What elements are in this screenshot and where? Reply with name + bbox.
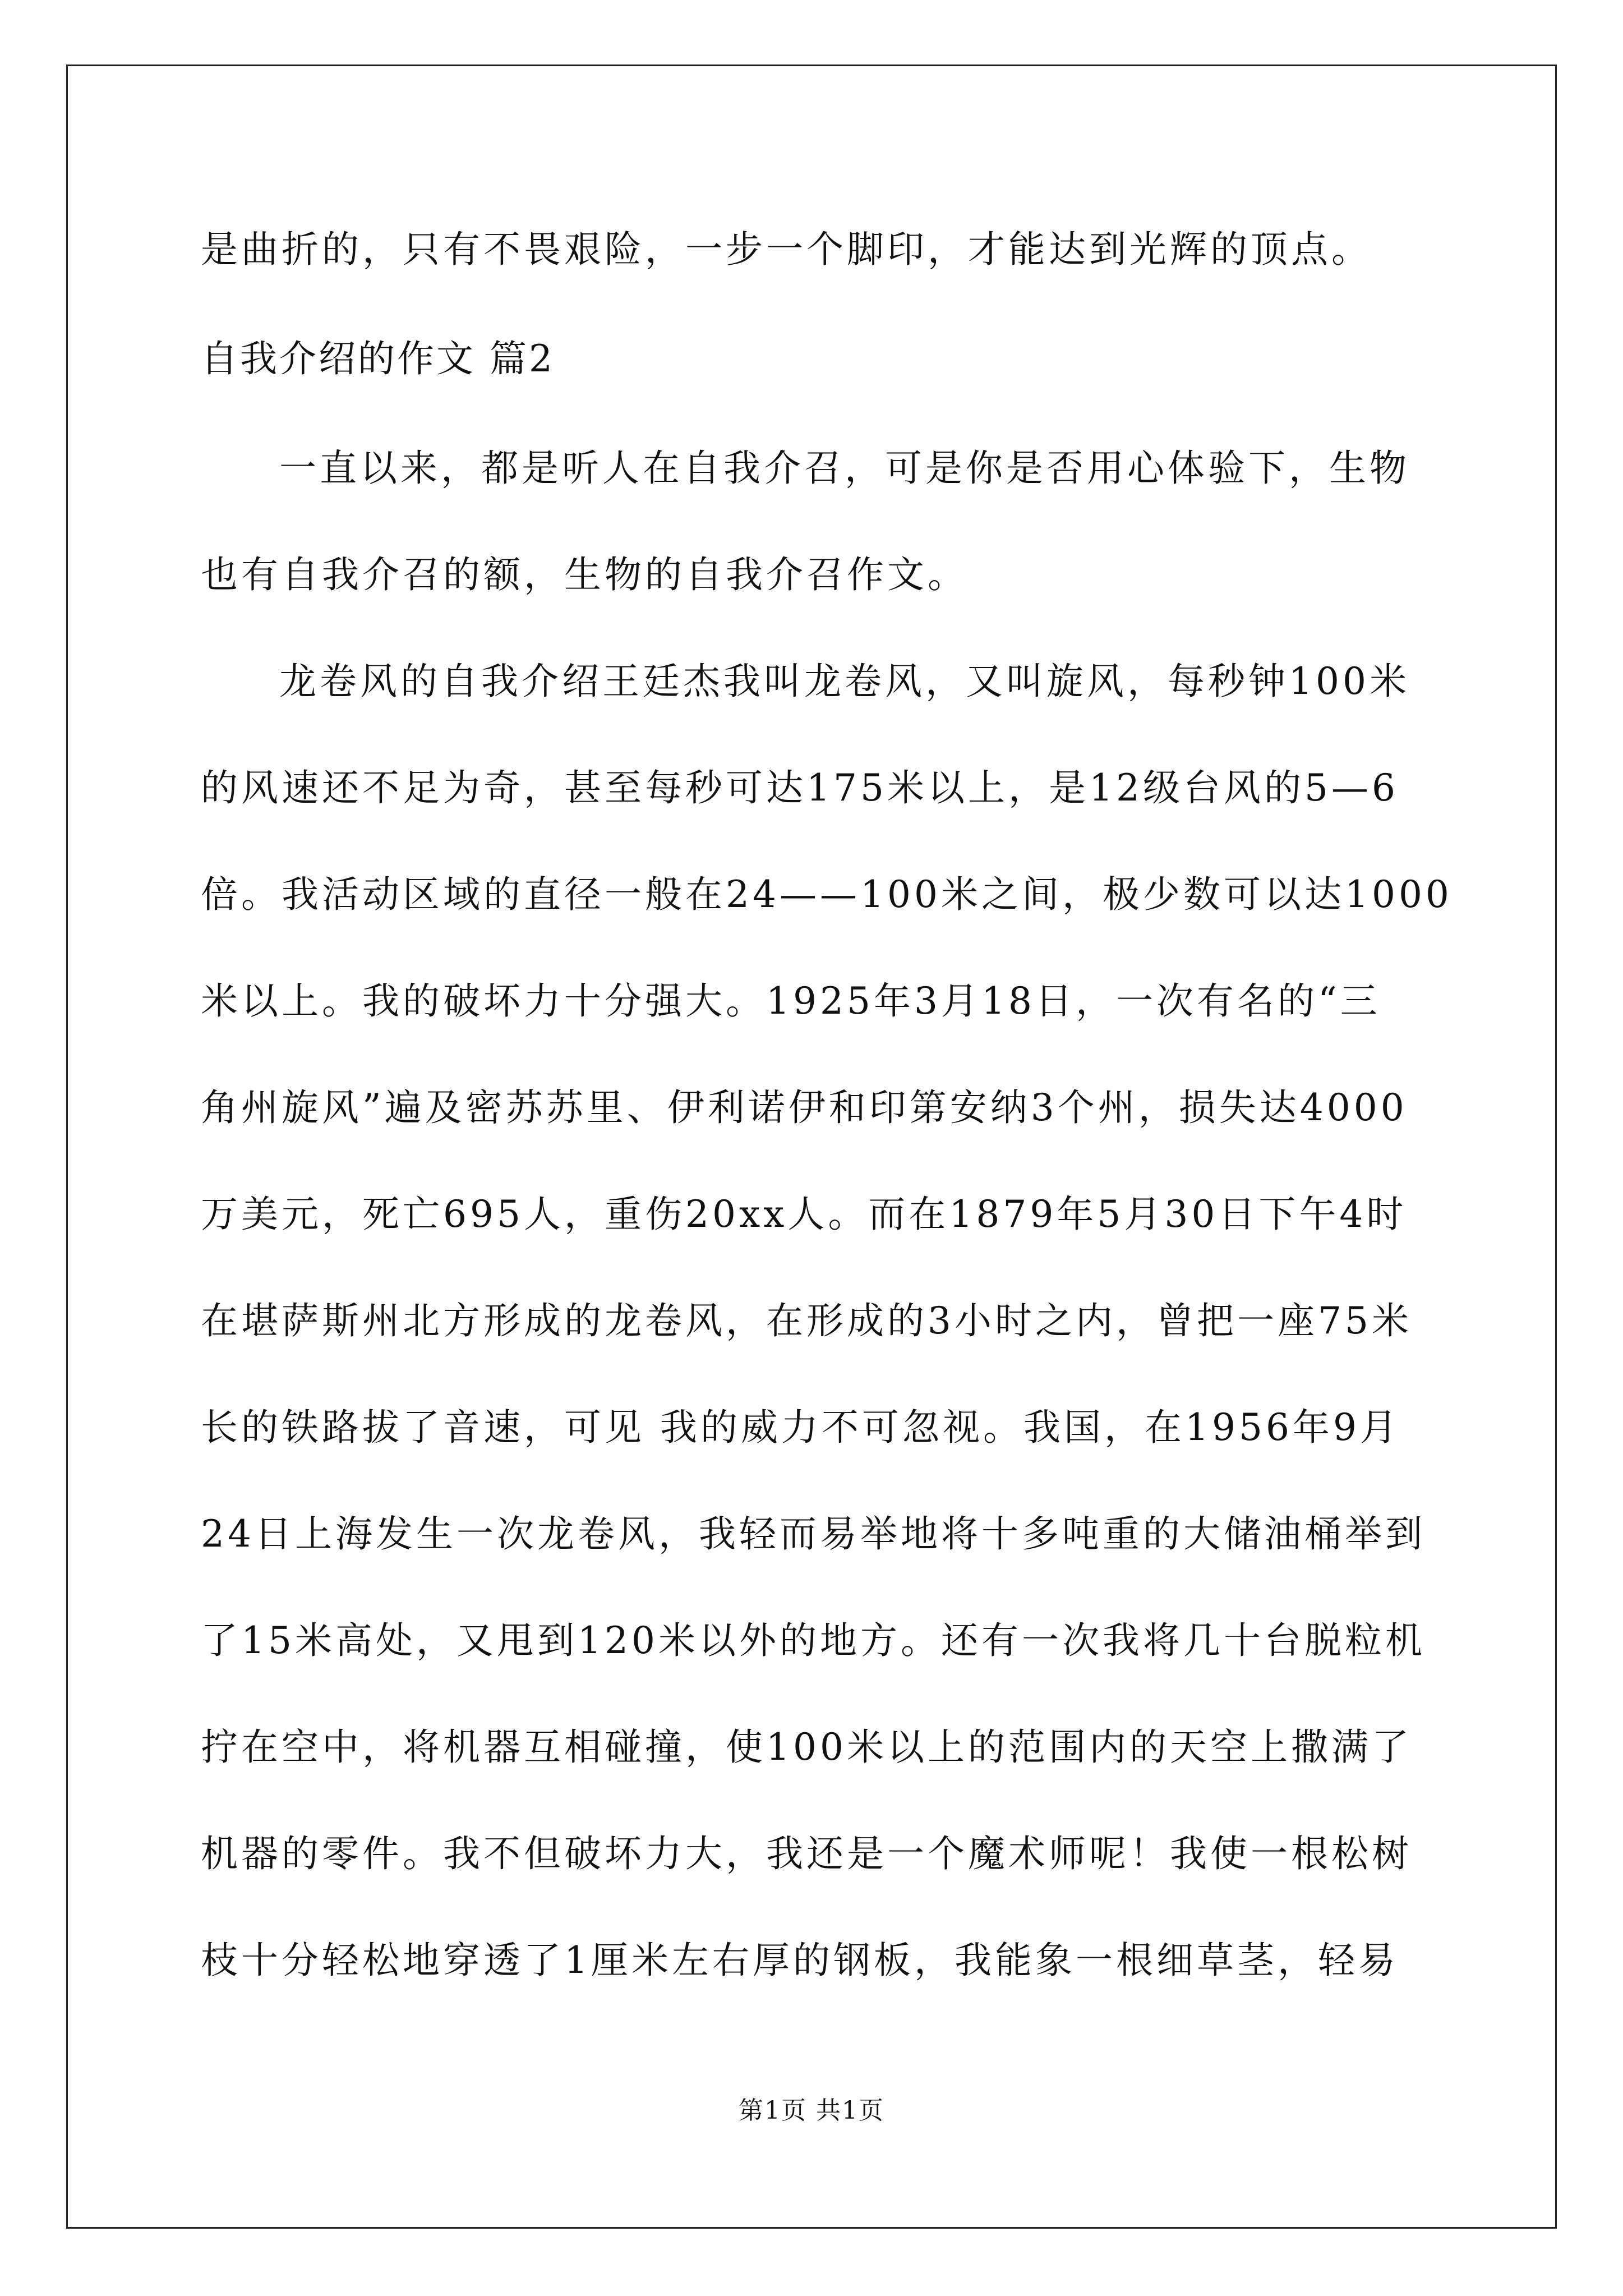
text-line: 龙卷风的自我介绍王廷杰我叫龙卷风，又叫旋风，每秒钟100米 — [279, 660, 1410, 703]
text-line: 万美元，死亡695人，重伤20xx人。而在1879年5月30日下午4时 — [201, 1193, 1407, 1236]
text-line: 也有自我介召的额，生物的自我介召作文。 — [201, 553, 968, 596]
text-line: 米以上。我的破坏力十分强大。1925年3月18日，一次有名的“三 — [201, 979, 1381, 1023]
section-heading: 自我介绍的作文 篇2 — [201, 337, 555, 380]
page-footer: 第1页 共1页 — [739, 2096, 884, 2125]
text-line: 角州旋风”遍及密苏苏里、伊利诺伊和印第安纳3个州，损失达4000 — [201, 1086, 1408, 1129]
text-line: 是曲折的，只有不畏艰险，一步一个脚印，才能达到光辉的顶点。 — [201, 228, 1372, 271]
text-line: 机器的零件。我不但破坏力大，我还是一个魔术师呢！我使一根松树 — [201, 1832, 1412, 1875]
text-line: 在堪萨斯州北方形成的龙卷风，在形成的3小时之内，曾把一座75米 — [201, 1299, 1412, 1342]
page-border — [66, 65, 1557, 2229]
text-line: 倍。我活动区域的直径一般在24——100米之间，极少数可以达1000 — [201, 873, 1453, 916]
text-line: 长的铁路拔了音速，可见 我的威力不可忽视。我国，在1956年9月 — [201, 1406, 1400, 1449]
text-line: 枝十分轻松地穿透了1厘米左右厚的钢板，我能象一根细草茎，轻易 — [201, 1939, 1399, 1982]
text-line: 一直以来，都是听人在自我介召，可是你是否用心体验下，生物 — [279, 447, 1410, 490]
text-line: 的风速还不足为奇，甚至每秒可达175米以上，是12级台风的5—6 — [201, 766, 1399, 809]
text-line: 24日上海发生一次龙卷风，我轻而易举地将十多吨重的大储油桶举到 — [201, 1512, 1426, 1556]
text-line: 了15米高处，又甩到120米以外的地方。还有一次我将几十台脱粒机 — [201, 1619, 1426, 1662]
text-line: 拧在空中，将机器互相碰撞，使100米以上的范围内的天空上撒满了 — [201, 1726, 1412, 1769]
